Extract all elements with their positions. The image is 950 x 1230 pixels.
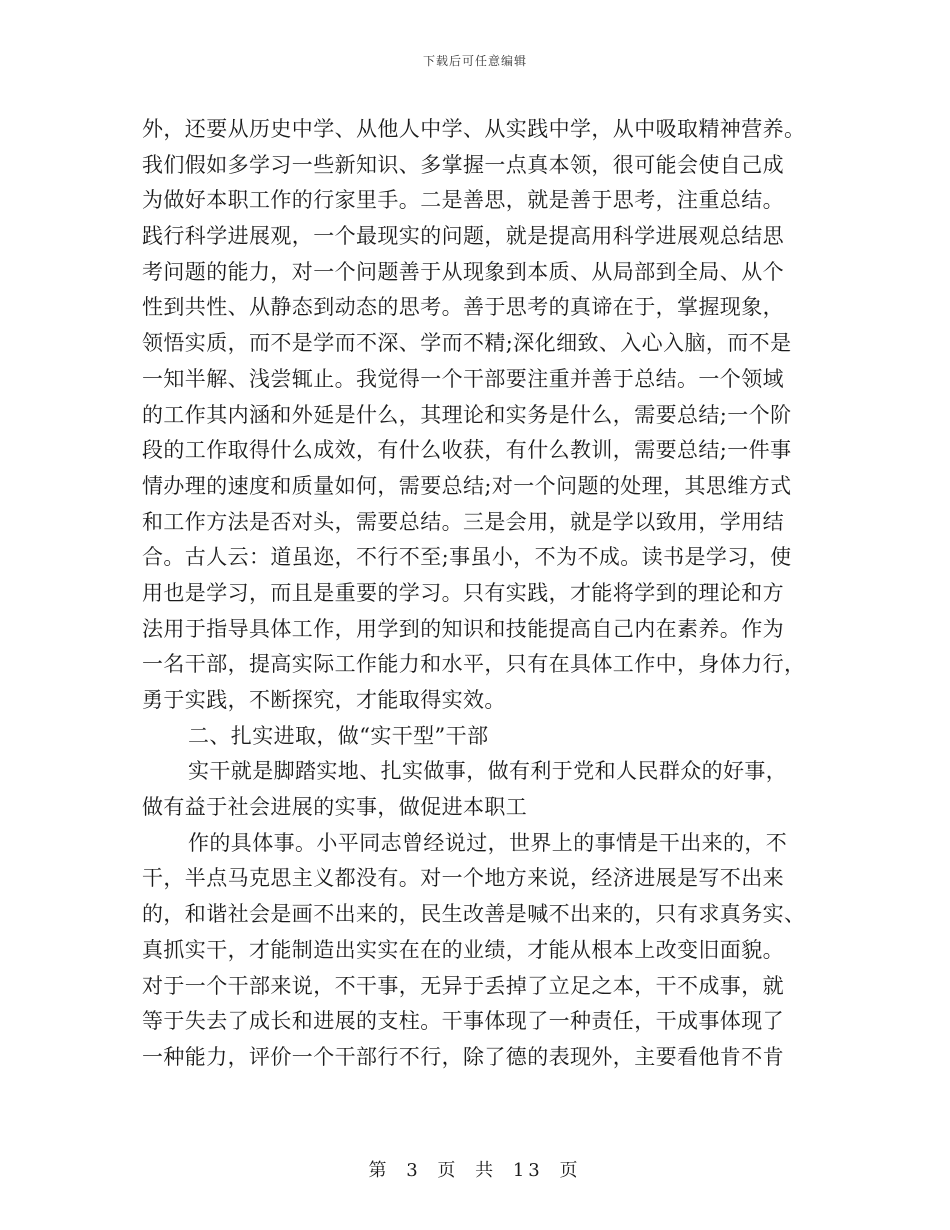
paragraph-line: 的工作其内涵和外延是什么，其理论和实务是什么，需要总结;一个阶 [142, 402, 792, 427]
paragraph-line: 法用于指导具体工作，用学到的知识和技能提高自己内在素养。作为 [142, 616, 784, 641]
paragraph-line: 勇于实践，不断探究，才能取得实效。 [142, 688, 506, 712]
paragraph-line: 情办理的速度和质量如何，需要总结;对一个问题的处理，其思维方式 [142, 473, 792, 498]
paragraph-line: 为做好本职工作的行家里手。二是善思，就是善于思考，注重总结。 [142, 188, 784, 213]
page-header: 下载后可任意编辑 [422, 54, 527, 68]
paragraph-line: 段的工作取得什么成效，有什么收获，有什么教训，需要总结;一件事 [142, 438, 792, 463]
section-heading: 二、扎实进取，做“实干型”干部 [188, 723, 489, 748]
paragraph-line: 干，半点马克思主义都没有。对一个地方来说，经济进展是写不出来 [142, 866, 784, 891]
document-body [142, 112, 822, 1076]
paragraph-line: 领悟实质，而不是学而不深、学而不精;深化细致、入心入脑，而不是 [142, 331, 792, 356]
paragraph-line: 一种能力，评价一个干部行不行，除了德的表现外，主要看他肯不肯 [142, 1044, 784, 1069]
paragraph-line: 外，还要从历史中学、从他人中学、从实践中学，从中吸取精神营养。 [142, 117, 806, 141]
paragraph-line: 践行科学进展观，一个最现实的问题，就是提高用科学进展观总结思 [142, 224, 784, 249]
paragraph-line: 我们假如多学习一些新知识、多掌握一点真本领，很可能会使自己成 [142, 152, 784, 177]
paragraph-line: 一名干部，提高实际工作能力和水平，只有在具体工作中，身体力行， [142, 652, 806, 677]
paragraph-line: 实干就是脚踏实地、扎实做事，做有利于党和人民群众的好事， [188, 759, 788, 784]
paragraph-line: 考问题的能力，对一个问题善于从现象到本质、从局部到全局、从个 [142, 259, 784, 284]
paragraph-line: 做有益于社会进展的实事，做促进本职工 [142, 795, 528, 820]
paragraph-line: 合。古人云：道虽迩，不行不至;事虽小，不为不成。读书是学习，使 [142, 545, 792, 570]
paragraph-line: 和工作方法是否对头，需要总结。三是会用，就是学以致用，学用结 [142, 509, 784, 534]
paragraph-line: 性到共性、从静态到动态的思考。善于思考的真谛在于，掌握现象， [142, 295, 784, 320]
paragraph-line: 作的具体事。小平同志曾经说过，世界上的事情是干出来的，不 [188, 830, 788, 855]
page-number: 第 3 页 共 13 页 [368, 1160, 582, 1181]
paragraph-line: 真抓实干，才能制造出实实在在的业绩，才能从根本上改变旧面貌。 [142, 937, 784, 962]
paragraph-line: 的，和谐社会是画不出来的，民生改善是喊不出来的，只有求真务实、 [142, 902, 806, 927]
paragraph-line: 等于失去了成长和进展的支柱。干事体现了一种责任，干成事体现了 [142, 1009, 784, 1034]
paragraph-line: 用也是学习，而且是重要的学习。只有实践，才能将学到的理论和方 [142, 580, 784, 605]
paragraph-line: 对于一个干部来说，不干事，无异于丢掉了立足之本，干不成事，就 [142, 973, 784, 998]
paragraph-line: 一知半解、浅尝辄止。我觉得一个干部要注重并善于总结。一个领域 [142, 366, 784, 391]
